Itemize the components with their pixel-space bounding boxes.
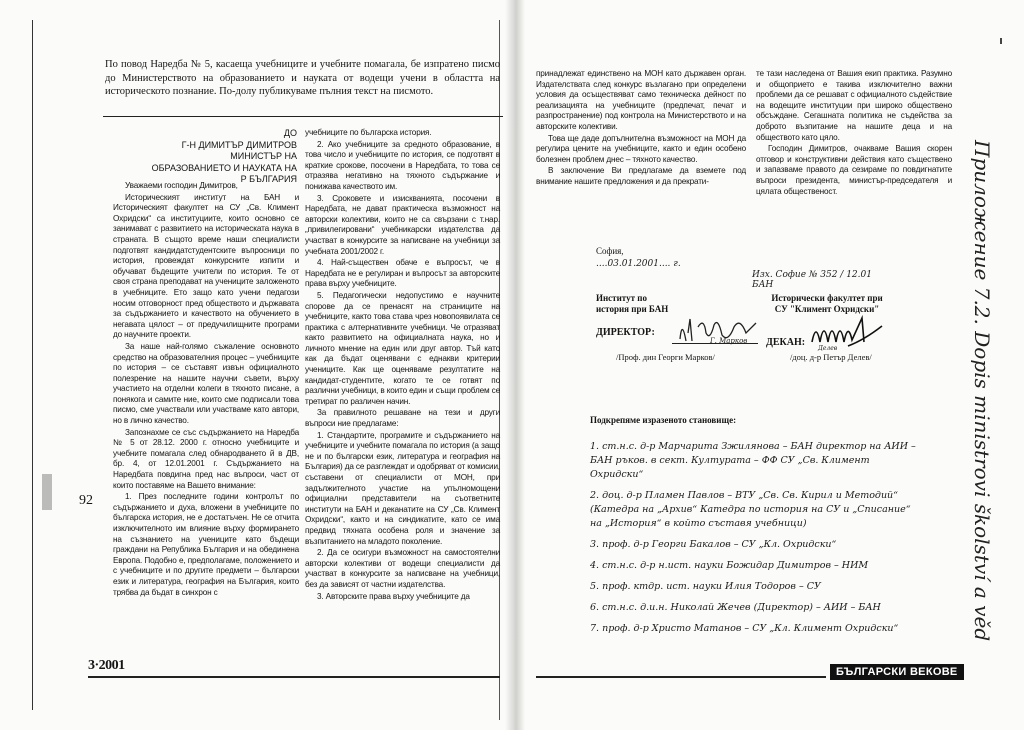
page-number: 92 <box>79 493 93 508</box>
director-signature <box>676 313 762 347</box>
page-gutter <box>505 0 525 730</box>
paragraph: 3. Авторските права върху учебниците да <box>317 591 470 601</box>
paragraph: Запознахме се със съдържанието на Наредба № 5 от 28.12. 2000 г. относно учебниците и учебните помагала след обнародването й в ДВ, бр. 4, от 12.01.2001 г. Съдържанието на Наредбата повдигна пред нас въпроси, част от които поставяме на Вашето внимание: <box>113 427 299 490</box>
director-signature-text: Г. Марков <box>710 337 748 345</box>
paragraph: учебниците по българска история. <box>305 128 432 137</box>
paragraph: За правилното решаване на тези и други въпроси ние предлагаме: <box>305 408 500 429</box>
paragraph: За наше най-голямо съжаление основното средство на образователния процес – учебниците по история – се съставят извън официалното полезрение на нашите научни съвети, върху участието на отделни колеги в тяхното писане, а понякога и самите ние, които сме подписали това писмо, сме участвали или участваме като автори, но в лично качество. <box>113 341 299 426</box>
paragraph: Уважаеми господин Димитров, <box>125 181 238 190</box>
paragraph: 3. Сроковете и изискванията, посочени в Наредбата, не дават практическа възможност на авторски колективи, които не са свързани с т.нар. „привилегировани“ учебникарски издателства да участват в конкурсите за написване на учебници за учебната 2001/2002 г. <box>305 193 500 256</box>
paragraph: принадлежат единствено на МОН като държавен орган. Издателствата след конкурс възлагано при определени условия да осъществяват само техническа дейност по реализацията на учебниците (предпечат, печат и разпространение) под контрола на Министерството и на авторските колективи. <box>536 69 746 131</box>
letter-column-1 <box>113 181 299 599</box>
signatory-entry: 2. доц. д-р Пламен Павлов – ВТУ „Св. Св. Кирил и Методий“ (Катедра на „Архив“ Катедра по история на СУ и „Списание“ на „История“ в който съставя учебници) <box>590 490 911 529</box>
addressee-line: ОБРАЗОВАНИЕТО И НАУКАТА НА <box>151 162 297 173</box>
issue-label: 3·2001 <box>88 658 125 673</box>
paragraph: 4. Най-съществен обаче е въпросът, че в Наредбата не е регулиран и въпросът за авторските права върху учебниците. <box>305 258 500 289</box>
signatory-entry: 7. проф. д-р Христо Матанов – СУ „Кл. Климент Охридски“ <box>590 623 899 634</box>
signatory-entry: 4. ст.н.с. д-р н.ист. науки Божидар Димитров – НИМ <box>590 560 869 571</box>
paragraph: В заключение Ви предлагаме да вземете под внимание нашите предложения и да прекрати- <box>536 166 746 186</box>
paragraph: те тази наследена от Вашия екип практика. Разумно и общоприето е такива изключително важни проблеми да се решават с официалното съдействие на водещите институции при широко обществено обсъждане. Сегашната политика не съдейства за доброто възпитание на нашите деца и на обществото като цяло. <box>756 69 952 142</box>
addressee-line: МИНИСТЪР НА <box>230 151 297 161</box>
paragraph: Историческият институт на БАН и Историческият факултет на СУ „Св. Климент Охридски“ са институциите, които основно се занимават с развитието на историческата наука в страната. В същото време наши специалисти подготвят кандидатстудентските въпросници по история, провеждат конкурсните изпити и обучават бъдещите учители по история. Те от своя страна преподават на учениците заложеното в учебниците. Ето защо като учени педагози носим отговорност пред обществото и държавата за съдържанието и качеството на обучението в негавата цялост – от предучилищните програми до научните проекти. <box>113 192 299 340</box>
footer-rule-left <box>88 676 500 678</box>
addressee-line: Р БЪЛГАРИЯ <box>240 174 297 184</box>
paragraph: 1. През последните години контролът по съдържанието и духа, вложени в учебниците по българска история, не е достатъчен. Не се отчита изключителното им влияние върху формирането на съзнанието на учениците като бъдещи граждани на Република България и на обединена Европа. Подобно е, предполагаме, положението и с учебниците и по другите предмети – български език и литература, география на България, които трябва да бъдат в синхрон с <box>113 492 299 597</box>
institution-line: СУ "Климент Охридски" <box>774 304 880 314</box>
vertical-annotation <box>968 140 998 642</box>
paragraph: 1. Стандартите, програмите и съдържанието на учебниците и учебните помагала по история (а защо не и по български език, литература и география на България) да се разглеждат и одобряват от комисии, съставени от специалисти от МОН, при задължителното участие на упълномощени официални представители на съответните институти на БАН и деканатите на СУ „Св. Климент Охридски“, както и на синдикатите, като се има предвид тяхната особена роля и значение за възпитанието на младото поколение. <box>305 430 500 546</box>
registry-note: Изх. Софие № 352 / 12.01 БАН <box>752 270 872 290</box>
addressee-line: Г-Н ДИМИТЪР ДИМИТРОВ <box>181 139 297 150</box>
support-label: Подкрепяме изразеното становище: <box>590 415 737 425</box>
vertical-annotation-text: Приложение 7.2. Dopis ministrovi školství a věd <box>970 140 994 642</box>
letter-column-3 <box>536 69 746 189</box>
intro-rule <box>103 116 503 117</box>
place-label: София, <box>596 246 624 256</box>
magazine-brand: БЪЛГАРСКИ ВЕКОВЕ <box>830 664 964 680</box>
scan-artifact <box>42 474 52 510</box>
paragraph: 5. Педагогически недопустимо е научните спорове да се пренасят на страниците на учебниците, както това става чрез новопоявилата се практика с алтернативните учебници. Че отразяват както развитието на официалната наука, но и личното мнение на един или друг автор. Тъй като как да бъдат оценявани с еднакви критерии учениците. Как ще оценяваме резултатите на кандидат-студентите, когато те се готвят по различни учебници, в които един и същи проблем се третират по различен начин. <box>305 290 500 406</box>
scan-artifact <box>1000 38 1002 44</box>
letter-column-4 <box>756 69 952 198</box>
signatory-entry: 3. проф. д-р Георги Бакалов – СУ „Кл. Охридски“ <box>590 539 837 550</box>
signatory-entry: 5. проф. ктдр. ист. науки Илия Тодоров – СУ <box>590 581 821 592</box>
signatories-list <box>590 440 920 643</box>
dean-signature <box>808 312 884 352</box>
scan-edge-left <box>32 20 33 710</box>
paragraph: Това ще даде допълнителна възможност на МОН да регулира цените на учебниците, както и един особено болезнен проблем днес – тяхното качество. <box>536 133 746 164</box>
dean-label: ДЕКАН: <box>766 337 806 348</box>
footer-rule-right <box>536 676 826 678</box>
paragraph: 2. Ако учебниците за средното образование, в това число и учебниците по история, се подготвят в краткие срокове, посочени в Наредбата, то това се отразява негативно на тяхното съдържание и понижава качеството им. <box>305 139 500 191</box>
dean-name: /доц. д-р Петър Делев/ <box>790 352 872 362</box>
letter-date: ....03.01.2001.... г. <box>596 259 681 269</box>
paragraph: Господин Димитров, очакваме Вашия скорен отговор и конструктивни действия като съществено и запазваме правото да сезираме по повдигнатите въпроси президента, министър-председателя и цялата общественост. <box>756 144 952 196</box>
intro-paragraph: По повод Наредба № 5, касаеща учебниците и учебните помагала, бе изпратено писмо до Министерството на образованието и науката от водещи учени в областта на историческото познание. По-долу публикуваме пълния текст на писмото. <box>105 59 500 97</box>
letter-column-2 <box>305 128 500 603</box>
institute-block <box>596 293 668 315</box>
addressee-block <box>135 128 297 186</box>
institution-line: Исторически факултет при <box>771 293 883 303</box>
paragraph: 2. Да се осигури възможност на самостоятелни авторски колективи от водещи специалисти да участват в конкурсите за написване на учебници, без да зависят от частни издателства. <box>305 548 500 589</box>
institution-line: история при БАН <box>596 304 669 314</box>
director-name: /Проф. дин Георги Марков/ <box>616 352 715 362</box>
dean-signature-text: Делев <box>818 345 838 352</box>
signatory-entry: 1. ст.н.с. д-р Марчарита Зжилянова – БАН директор на АИИ – БАН ръков. в сект. Културата – ФФ СУ „Св. Климент Охридски“ <box>590 441 916 480</box>
director-label: ДИРЕКТОР: <box>596 327 655 338</box>
signatory-entry: 6. ст.н.с. д.и.н. Николай Жечев (Директор) – АИИ – БАН <box>590 602 881 613</box>
institution-line: Институт по <box>596 293 647 303</box>
addressee-line: ДО <box>283 128 297 138</box>
